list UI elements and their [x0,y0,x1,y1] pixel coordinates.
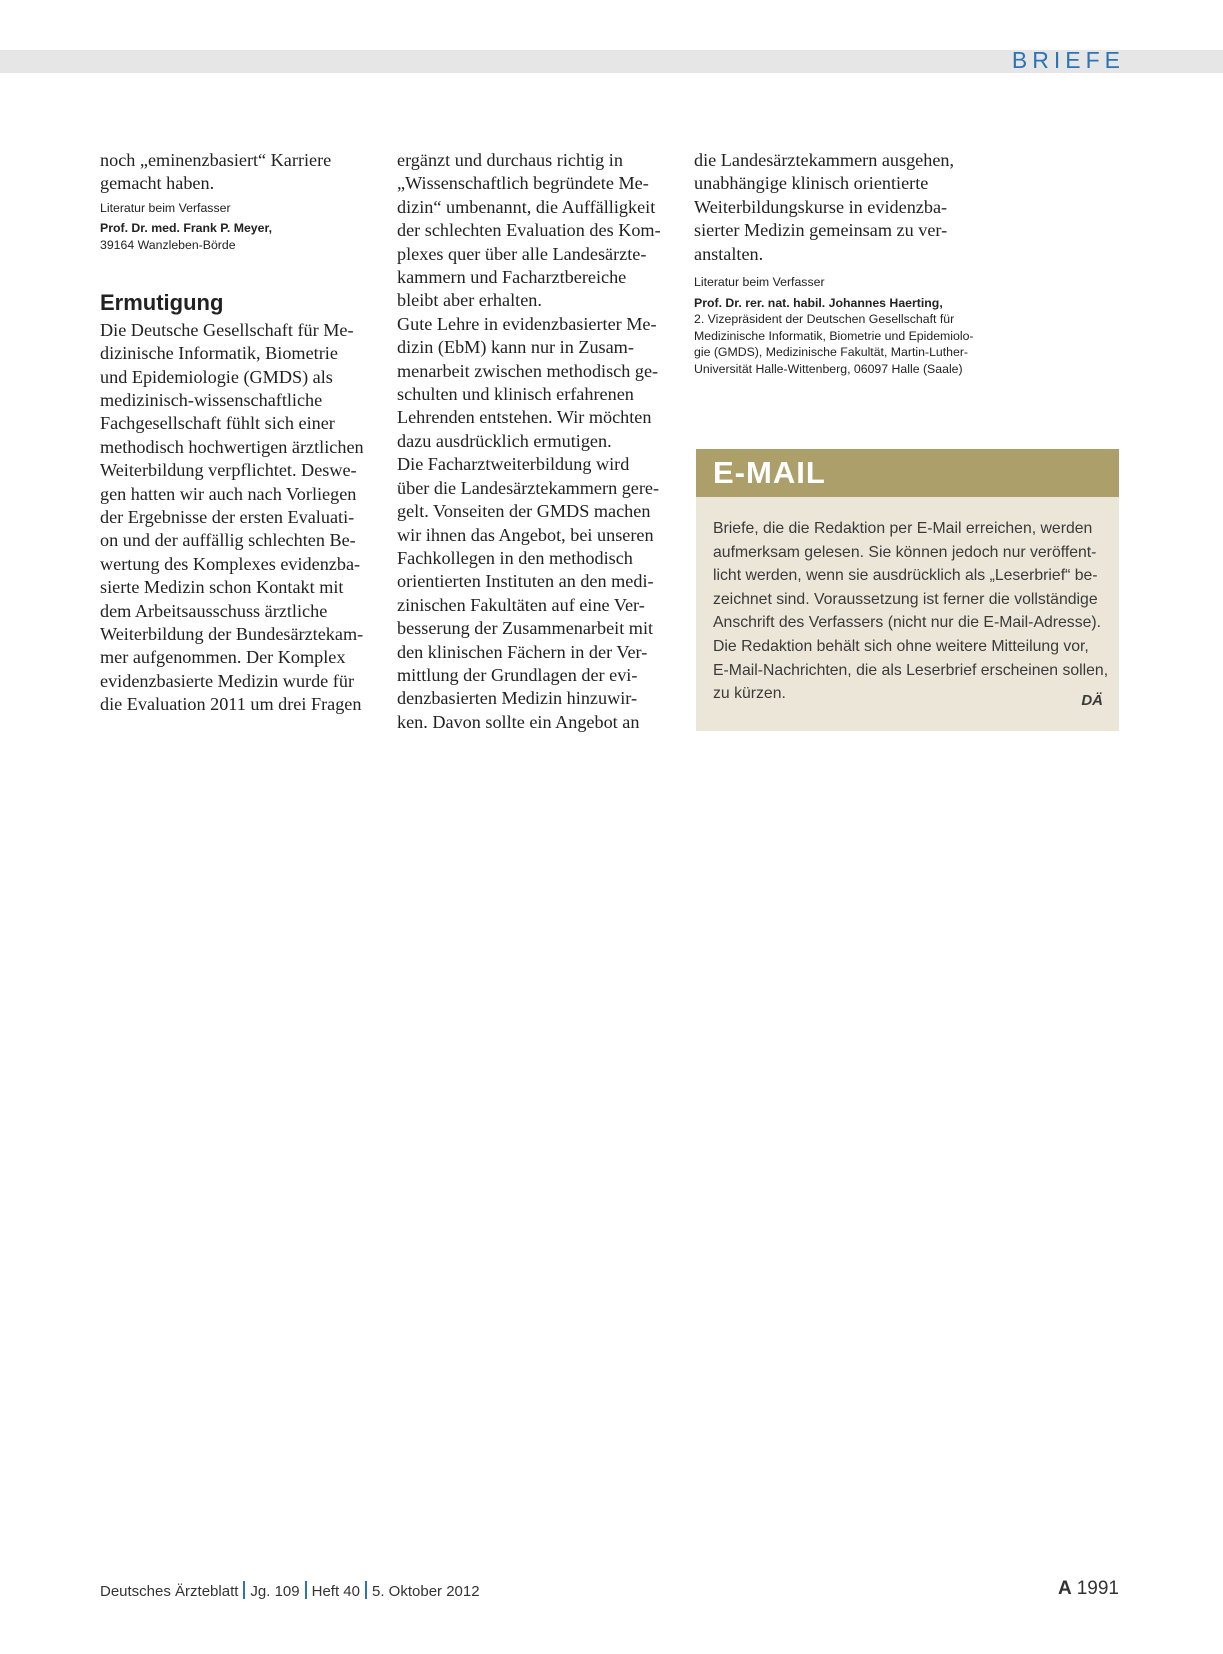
text-line: unabhängige klinisch orientierte [694,173,929,194]
text-line: Weiterbildungskurse in evidenzba- [694,196,948,217]
column-1 [100,149,382,717]
text-line: Lehrenden entstehen. Wir möchten [397,407,652,428]
text-line: Gute Lehre in evidenzbasierter Me- [397,313,657,334]
text-line: Die Redaktion behält sich ohne weitere Mitteilung vor, [713,637,1089,655]
literature-note: Literatur beim Verfasser [694,275,825,290]
author-affiliation [694,311,976,377]
column-2 [397,149,669,734]
text-line: noch „eminenzbasiert“ Karriere [100,150,332,170]
text-line: schulten und klinisch erfahrenen [397,384,634,405]
page-number: A 1991 [1057,1578,1119,1599]
text-line: sierte Medizin schon Kontakt mit [100,577,344,598]
text-line: gen hatten wir auch nach Vorliegen [100,483,357,504]
text-line: ken. Davon sollte ein Angebot an [397,711,640,732]
text-line: E-Mail-Nachrichten, die als Leserbrief erscheinen sollen, [713,661,1109,679]
text-line: zinischen Fakultäten auf eine Ver- [397,594,645,615]
text-line: der Ergebnisse der ersten Evaluati- [100,506,355,527]
text-line: 2. Vizepräsident der Deutschen Gesellschaft für [694,312,955,327]
author-name: Prof. Dr. rer. nat. habil. Johannes Haerting, [694,295,943,310]
article-body [694,149,976,266]
text-line: „Wissenschaftlich begründete Me- [397,173,649,194]
text-line: Fachgesellschaft fühlt sich einer [100,413,335,434]
text-line: der schlechten Evaluation des Kom- [397,220,661,241]
text-line: licht werden, wenn sie ausdrücklich als „Leserbrief“ be- [713,567,1098,585]
text-line: plexes quer über alle Landesärzte- [397,243,647,264]
text-line: medizinisch-wissenschaftliche [100,389,323,410]
author-name: Prof. Dr. med. Frank P. Meyer, [100,221,272,236]
footer-separator [305,1581,307,1599]
text-line: Briefe, die die Redaktion per E-Mail erreichen, werden [713,520,1093,537]
email-box-text [696,497,1119,706]
text-line: gelt. Vonseiten der GMDS machen [397,501,651,522]
text-line: dizin“ umbenannt, die Auffälligkeit [397,196,656,217]
text-line: zu kürzen. [713,685,786,703]
footer-separator [243,1581,245,1599]
text-line: methodisch hochwertigen ärztlichen [100,436,364,457]
email-info-box [696,449,1119,731]
text-line: zeichnet sind. Voraussetzung ist ferner die vollständige [713,590,1098,608]
text-line: wertung des Komplexes evidenzba- [100,553,361,574]
text-line: ergänzt und durchaus richtig in [397,150,623,170]
text-line: Medizinische Informatik, Biometrie und Epidemiolo- [694,328,974,343]
text-line: dizinische Informatik, Biometrie [100,343,338,364]
text-line: die Evaluation 2011 um drei Fragen [100,694,362,715]
text-line: dizin (EbM) kann nur in Zusam- [397,337,634,358]
text-line: wir ihnen das Angebot, bei unseren [397,524,654,545]
text-line: Fachkollegen in den methodisch [397,547,633,568]
text-line: mittlung der Grundlagen der evi- [397,664,638,685]
text-line: gemacht haben. [100,173,215,194]
text-line: Die Deutsche Gesellschaft für Me- [100,319,354,340]
text-line: anstalten. [694,243,764,264]
issue-date: 5. Oktober 2012 [372,1583,480,1600]
text-line: kammern und Facharztbereiche [397,267,627,288]
journal-issue: Heft 40 [311,1583,360,1600]
editorial-signature: DÄ [1081,692,1103,709]
text-line: denzbasierten Medizin hinzuwir- [397,688,638,709]
text-line: über die Landesärztekammern gere- [397,477,660,498]
literature-note: Literatur beim Verfasser [100,200,231,215]
footer-separator [365,1581,367,1599]
text-line: aufmerksam gelesen. Sie können jedoch nur veröffent- [713,543,1097,561]
text-line: besserung der Zusammenarbeit mit [397,618,654,639]
text-line: sierter Medizin gemeinsam zu ver- [694,220,948,241]
text-line: Weiterbildung der Bundesärztekam- [100,624,364,644]
text-line: on und der auffällig schlechten Be- [100,530,356,551]
text-line: gie (GMDS), Medizinische Fakultät, Martin-Luther- [694,345,969,360]
text-line: evidenzbasierte Medizin wurde für [100,670,355,691]
page-footer [100,1581,480,1600]
text-line: Weiterbildung verpflichtet. Deswe- [100,460,357,481]
email-box-title: E-MAIL [696,449,1119,497]
text-line: die Landesärztekammern ausgehen, [694,150,955,170]
section-title: BRIEFE [1011,47,1125,73]
text-line: dazu ausdrücklich ermutigen. [397,430,612,451]
section-heading: Ermutigung [100,290,224,316]
journal-volume: Jg. 109 [250,1583,300,1600]
text-line: Universität Halle-Wittenberg, 06097 Halle (Saale) [694,361,963,376]
journal-name: Deutsches Ärzteblatt [100,1583,239,1600]
author-address: 39164 Wanzleben-Börde [100,237,236,252]
text-line: bleibt aber erhalten. [397,290,542,311]
column-3 [694,149,976,377]
text-line: Die Facharztweiterbildung wird [397,454,630,475]
text-line: mer aufgenommen. Der Komplex [100,647,346,668]
text-line: und Epidemiologie (GMDS) als [100,366,333,387]
article-body [100,319,382,717]
article-body [397,149,669,734]
text-line: Anschrift des Verfassers (nicht nur die E-Mail-Adresse). [713,614,1102,632]
text-line: menarbeit zwischen methodisch ge- [397,360,659,381]
text-line: den klinischen Fächern in der Ver- [397,641,648,662]
text-line: dem Arbeitsausschuss ärztliche [100,600,328,621]
text-line: orientierten Instituten an den medi- [397,571,654,592]
